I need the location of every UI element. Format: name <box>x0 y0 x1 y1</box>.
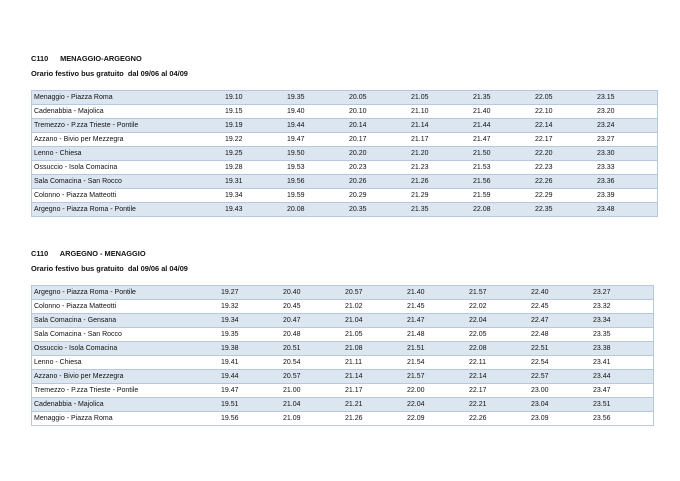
departure-time: 22.09 <box>405 412 467 426</box>
departure-time: 20.51 <box>281 342 343 356</box>
departure-time: 20.05 <box>347 91 409 105</box>
departure-time: 19.15 <box>223 105 285 119</box>
stop-name: Sala Comacina - San Rocco <box>32 175 224 189</box>
departure-time: 22.14 <box>467 370 529 384</box>
departure-time: 19.27 <box>219 286 281 300</box>
departure-time: 20.47 <box>281 314 343 328</box>
departure-time: 19.43 <box>223 203 285 217</box>
departure-time: 23.24 <box>595 119 658 133</box>
departure-time: 22.40 <box>529 286 591 300</box>
departure-time: 19.38 <box>219 342 281 356</box>
departure-time: 23.35 <box>591 328 654 342</box>
route-heading <box>31 249 641 259</box>
departure-time: 22.17 <box>533 133 595 147</box>
departure-time: 21.14 <box>343 370 405 384</box>
departure-time: 19.34 <box>223 189 285 203</box>
departure-time: 23.39 <box>595 189 658 203</box>
departure-time: 21.21 <box>343 398 405 412</box>
departure-time: 21.54 <box>405 356 467 370</box>
departure-time: 20.57 <box>343 286 405 300</box>
table-row <box>32 384 654 398</box>
departure-time: 21.02 <box>343 300 405 314</box>
departure-time: 19.35 <box>219 328 281 342</box>
departure-time: 19.40 <box>285 105 347 119</box>
departure-time: 22.05 <box>467 328 529 342</box>
route-code: C110 <box>31 54 49 63</box>
departure-time: 21.59 <box>471 189 533 203</box>
departure-time: 21.04 <box>281 398 343 412</box>
stop-name: Argegno - Piazza Roma - Pontile <box>32 286 220 300</box>
departure-time: 22.57 <box>529 370 591 384</box>
departure-time: 19.53 <box>285 161 347 175</box>
departure-time: 23.33 <box>595 161 658 175</box>
departure-time: 21.23 <box>409 161 471 175</box>
departure-time: 22.05 <box>533 91 595 105</box>
departure-time: 21.47 <box>471 133 533 147</box>
departure-time: 22.51 <box>529 342 591 356</box>
departure-time: 19.41 <box>219 356 281 370</box>
departure-time: 21.11 <box>343 356 405 370</box>
departure-time: 23.27 <box>595 133 658 147</box>
departure-time: 22.45 <box>529 300 591 314</box>
stop-name: Azzano - Bivio per Mezzegra <box>32 133 224 147</box>
departure-time: 22.20 <box>533 147 595 161</box>
departure-time: 20.23 <box>347 161 409 175</box>
departure-time: 22.48 <box>529 328 591 342</box>
departure-time: 20.29 <box>347 189 409 203</box>
departure-time: 22.47 <box>529 314 591 328</box>
departure-time: 22.29 <box>533 189 595 203</box>
departure-time: 21.08 <box>343 342 405 356</box>
table-row <box>32 342 654 356</box>
departure-time: 21.47 <box>405 314 467 328</box>
departure-time: 20.54 <box>281 356 343 370</box>
departure-time: 21.35 <box>471 91 533 105</box>
departure-time: 20.57 <box>281 370 343 384</box>
departure-time: 23.27 <box>591 286 654 300</box>
departure-time: 21.44 <box>471 119 533 133</box>
table-row <box>32 203 658 217</box>
route-name: ARGEGNO - MENAGGIO <box>59 249 146 258</box>
table-row <box>32 133 658 147</box>
departure-time: 21.56 <box>471 175 533 189</box>
departure-time: 20.48 <box>281 328 343 342</box>
departure-time: 21.53 <box>471 161 533 175</box>
departure-time: 22.11 <box>467 356 529 370</box>
timetable-section-menaggio-argegno <box>31 54 641 217</box>
departure-time: 23.56 <box>591 412 654 426</box>
departure-time: 22.17 <box>467 384 529 398</box>
departure-time: 22.26 <box>467 412 529 426</box>
stop-name: Lenno - Chiesa <box>32 356 220 370</box>
departure-time: 23.51 <box>591 398 654 412</box>
table-row <box>32 356 654 370</box>
departure-time: 19.10 <box>223 91 285 105</box>
departure-time: 22.08 <box>467 342 529 356</box>
departure-time: 21.48 <box>405 328 467 342</box>
departure-time: 21.17 <box>343 384 405 398</box>
departure-time: 22.08 <box>471 203 533 217</box>
departure-time: 19.31 <box>223 175 285 189</box>
departure-time: 21.10 <box>409 105 471 119</box>
departure-time: 21.26 <box>343 412 405 426</box>
departure-time: 23.15 <box>595 91 658 105</box>
departure-time: 22.35 <box>533 203 595 217</box>
stop-name: Sala Comacina - Gensana <box>32 314 220 328</box>
departure-time: 23.41 <box>591 356 654 370</box>
timetable-section-argegno-menaggio <box>31 249 641 426</box>
departure-time: 21.40 <box>405 286 467 300</box>
table-row <box>32 147 658 161</box>
departure-time: 19.59 <box>285 189 347 203</box>
departure-time: 21.51 <box>405 342 467 356</box>
departure-time: 22.04 <box>405 398 467 412</box>
table-row <box>32 328 654 342</box>
departure-time: 19.32 <box>219 300 281 314</box>
departure-time: 21.09 <box>281 412 343 426</box>
stop-name: Ossuccio - Isola Comacina <box>32 161 224 175</box>
departure-time: 19.22 <box>223 133 285 147</box>
departure-time: 21.57 <box>405 370 467 384</box>
stop-name: Ossuccio - Isola Comacina <box>32 342 220 356</box>
table-row <box>32 370 654 384</box>
timetable <box>31 285 654 426</box>
departure-time: 21.40 <box>471 105 533 119</box>
departure-time: 21.45 <box>405 300 467 314</box>
schedule-type: Orario festivo bus gratuito <box>31 264 124 273</box>
stop-name: Lenno - Chiesa <box>32 147 224 161</box>
table-row <box>32 119 658 133</box>
departure-time: 23.38 <box>591 342 654 356</box>
departure-time: 23.36 <box>595 175 658 189</box>
departure-time: 23.09 <box>529 412 591 426</box>
schedule-subtitle <box>31 69 641 79</box>
stop-name: Tremezzo - P.zza Trieste - Pontile <box>32 384 220 398</box>
date-range: dal 09/06 al 04/09 <box>127 264 188 273</box>
departure-time: 22.04 <box>467 314 529 328</box>
departure-time: 20.20 <box>347 147 409 161</box>
stop-name: Menaggio - Piazza Roma <box>32 412 220 426</box>
departure-time: 21.14 <box>409 119 471 133</box>
departure-time: 23.44 <box>591 370 654 384</box>
stop-name: Sala Comacina - San Rocco <box>32 328 220 342</box>
stop-name: Cadenabbia - Majolica <box>32 105 224 119</box>
departure-time: 23.32 <box>591 300 654 314</box>
departure-time: 20.26 <box>347 175 409 189</box>
stop-name: Azzano - Bivio per Mezzegra <box>32 370 220 384</box>
table-row <box>32 398 654 412</box>
departure-time: 19.44 <box>219 370 281 384</box>
departure-time: 19.56 <box>285 175 347 189</box>
table-row <box>32 91 658 105</box>
departure-time: 19.35 <box>285 91 347 105</box>
table-row <box>32 412 654 426</box>
departure-time: 22.26 <box>533 175 595 189</box>
date-range: dal 09/06 al 04/09 <box>127 69 188 78</box>
departure-time: 23.34 <box>591 314 654 328</box>
departure-time: 19.34 <box>219 314 281 328</box>
departure-time: 21.26 <box>409 175 471 189</box>
table-row <box>32 300 654 314</box>
departure-time: 21.50 <box>471 147 533 161</box>
departure-time: 20.10 <box>347 105 409 119</box>
departure-time: 23.00 <box>529 384 591 398</box>
table-row <box>32 189 658 203</box>
departure-time: 20.40 <box>281 286 343 300</box>
departure-time: 19.25 <box>223 147 285 161</box>
departure-time: 23.04 <box>529 398 591 412</box>
departure-time: 21.05 <box>343 328 405 342</box>
departure-time: 21.00 <box>281 384 343 398</box>
departure-time: 21.57 <box>467 286 529 300</box>
departure-time: 20.17 <box>347 133 409 147</box>
departure-time: 21.29 <box>409 189 471 203</box>
table-row <box>32 175 658 189</box>
table-row <box>32 161 658 175</box>
stop-name: Cadenabbia - Majolica <box>32 398 220 412</box>
stop-name: Colonno - Piazza Matteotti <box>32 189 224 203</box>
departure-time: 19.19 <box>223 119 285 133</box>
departure-time: 21.20 <box>409 147 471 161</box>
table-row <box>32 286 654 300</box>
stop-name: Tremezzo - P.zza Trieste - Pontile <box>32 119 224 133</box>
departure-time: 23.48 <box>595 203 658 217</box>
departure-time: 22.23 <box>533 161 595 175</box>
timetable <box>31 90 658 217</box>
departure-time: 23.30 <box>595 147 658 161</box>
stop-name: Argegno - Piazza Roma - Pontile <box>32 203 224 217</box>
departure-time: 23.47 <box>591 384 654 398</box>
departure-time: 22.00 <box>405 384 467 398</box>
departure-time: 19.47 <box>219 384 281 398</box>
departure-time: 22.14 <box>533 119 595 133</box>
departure-time: 19.51 <box>219 398 281 412</box>
table-row <box>32 105 658 119</box>
departure-time: 22.54 <box>529 356 591 370</box>
departure-time: 21.35 <box>409 203 471 217</box>
stop-name: Colonno - Piazza Matteotti <box>32 300 220 314</box>
departure-time: 19.56 <box>219 412 281 426</box>
departure-time: 20.08 <box>285 203 347 217</box>
schedule-type: Orario festivo bus gratuito <box>31 69 124 78</box>
departure-time: 19.47 <box>285 133 347 147</box>
schedule-subtitle <box>31 264 641 274</box>
departure-time: 21.04 <box>343 314 405 328</box>
departure-time: 23.20 <box>595 105 658 119</box>
departure-time: 21.17 <box>409 133 471 147</box>
route-heading <box>31 54 641 64</box>
departure-time: 19.44 <box>285 119 347 133</box>
departure-time: 22.21 <box>467 398 529 412</box>
departure-time: 20.45 <box>281 300 343 314</box>
departure-time: 19.50 <box>285 147 347 161</box>
route-code: C110 <box>31 249 49 258</box>
route-name: MENAGGIO-ARGEGNO <box>60 54 142 63</box>
departure-time: 20.14 <box>347 119 409 133</box>
departure-time: 22.10 <box>533 105 595 119</box>
departure-time: 19.28 <box>223 161 285 175</box>
departure-time: 21.05 <box>409 91 471 105</box>
departure-time: 22.02 <box>467 300 529 314</box>
table-row <box>32 314 654 328</box>
stop-name: Menaggio - Piazza Roma <box>32 91 224 105</box>
departure-time: 20.35 <box>347 203 409 217</box>
